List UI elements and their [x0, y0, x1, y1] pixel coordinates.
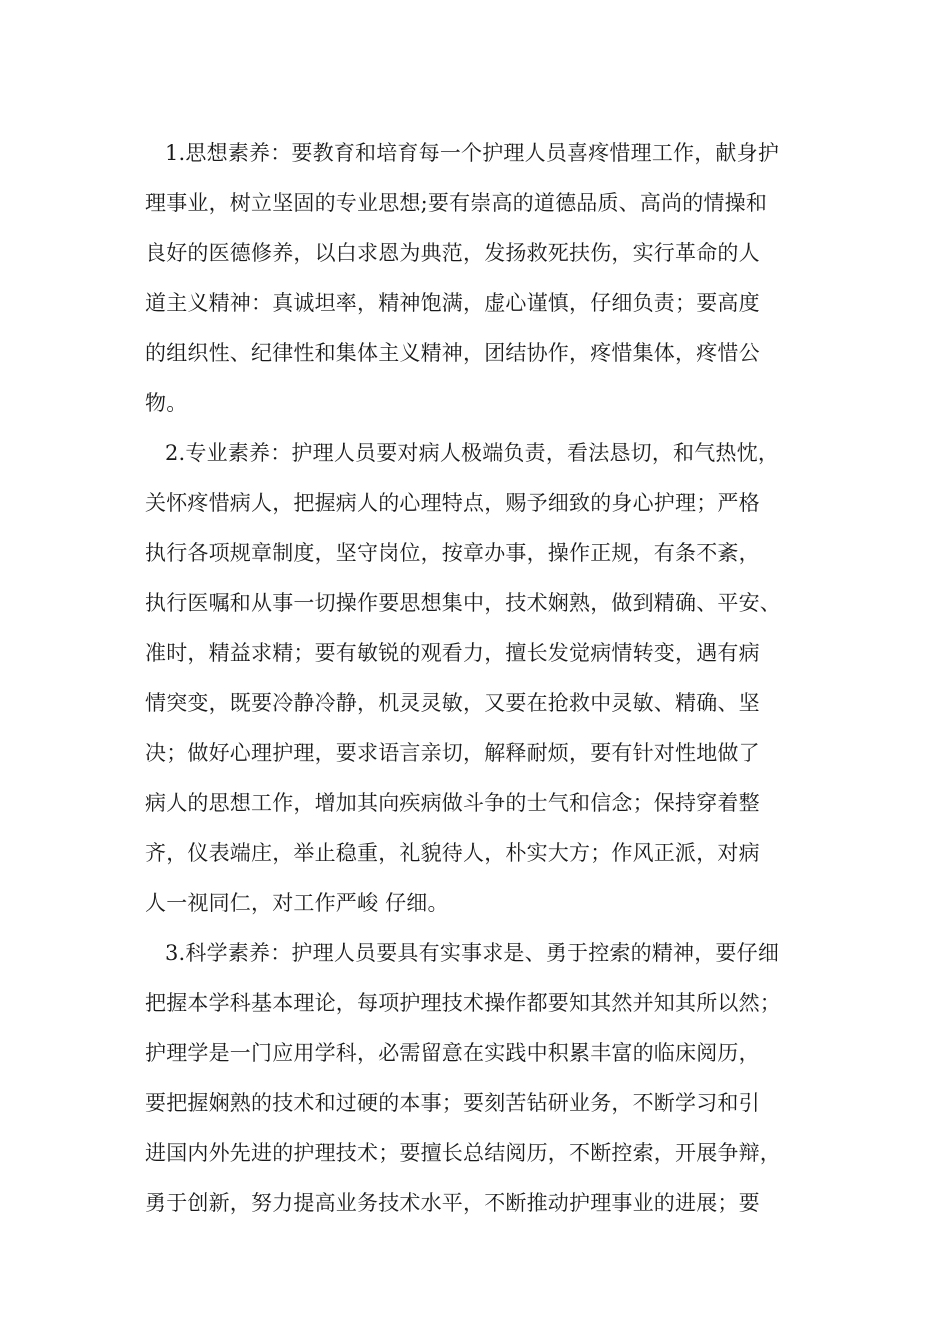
text-line: 情突变，既要冷静冷静，机灵灵敏，又要在抢救中灵敏、精确、坚 — [145, 691, 760, 715]
text-line: 齐，仪表端庄，举止稳重，礼貌待人，朴实大方；作风正派，对病 — [145, 841, 760, 865]
text-line: 护理学是一门应用学科，必需留意在实践中积累丰富的临床阅历， — [145, 1041, 760, 1065]
text-line: 1.思想素养：要教育和培育每一个护理人员喜疼惜理工作，献身护 — [165, 141, 780, 165]
text-line: 把握本学科基本理论，每项护理技术操作都要知其然并知其所以然； — [145, 991, 781, 1015]
text-line: 理事业，树立坚固的专业思想;要有崇高的道德品质、高尚的情操和 — [145, 191, 768, 215]
text-line: 执行各项规章制度，坚守岗位，按章办事，操作正规，有条不紊， — [145, 541, 760, 565]
text-line: 准时，精益求精；要有敏锐的观看力，擅长发觉病情转变，遇有病 — [145, 641, 760, 665]
paragraph-ideological — [145, 128, 825, 428]
document-body — [145, 128, 825, 1228]
text-line: 要把握娴熟的技术和过硬的本事；要刻苦钻研业务，不断学习和引 — [145, 1091, 760, 1115]
paragraph-professional — [145, 428, 825, 928]
text-line: 执行医嘱和从事一切操作要思想集中，技术娴熟，做到精确、平安、 — [145, 591, 781, 615]
paragraph-scientific — [145, 928, 825, 1228]
text-line: 关怀疼惜病人，把握病人的心理特点，赐予细致的身心护理；严格 — [145, 491, 760, 515]
text-line: 3.科学素养：护理人员要具有实事求是、勇于控索的精神，要仔细 — [165, 941, 780, 965]
text-line: 勇于创新，努力提高业务技术水平，不断推动护理事业的进展；要 — [145, 1191, 760, 1215]
text-line: 物。 — [145, 391, 188, 415]
text-line: 的组织性、纪律性和集体主义精神，团结协作，疼惜集体，疼惜公 — [145, 341, 760, 365]
text-line: 人一视同仁，对工作严峻 仔细。 — [145, 891, 449, 915]
text-line: 道主义精神：真诚坦率，精神饱满，虚心谨慎，仔细负责；要高度 — [145, 291, 760, 315]
text-line: 良好的医德修养，以白求恩为典范，发扬救死扶伤，实行革命的人 — [145, 241, 760, 265]
text-line: 进国内外先进的护理技术；要擅长总结阅历，不断控索，开展争辩， — [145, 1141, 781, 1165]
text-line: 决；做好心理护理，要求语言亲切，解释耐烦，要有针对性地做了 — [145, 741, 760, 765]
text-line: 2.专业素养：护理人员要对病人极端负责，看法恳切，和气热忱， — [165, 441, 780, 465]
text-line: 病人的思想工作，增加其向疾病做斗争的士气和信念；保持穿着整 — [145, 791, 760, 815]
